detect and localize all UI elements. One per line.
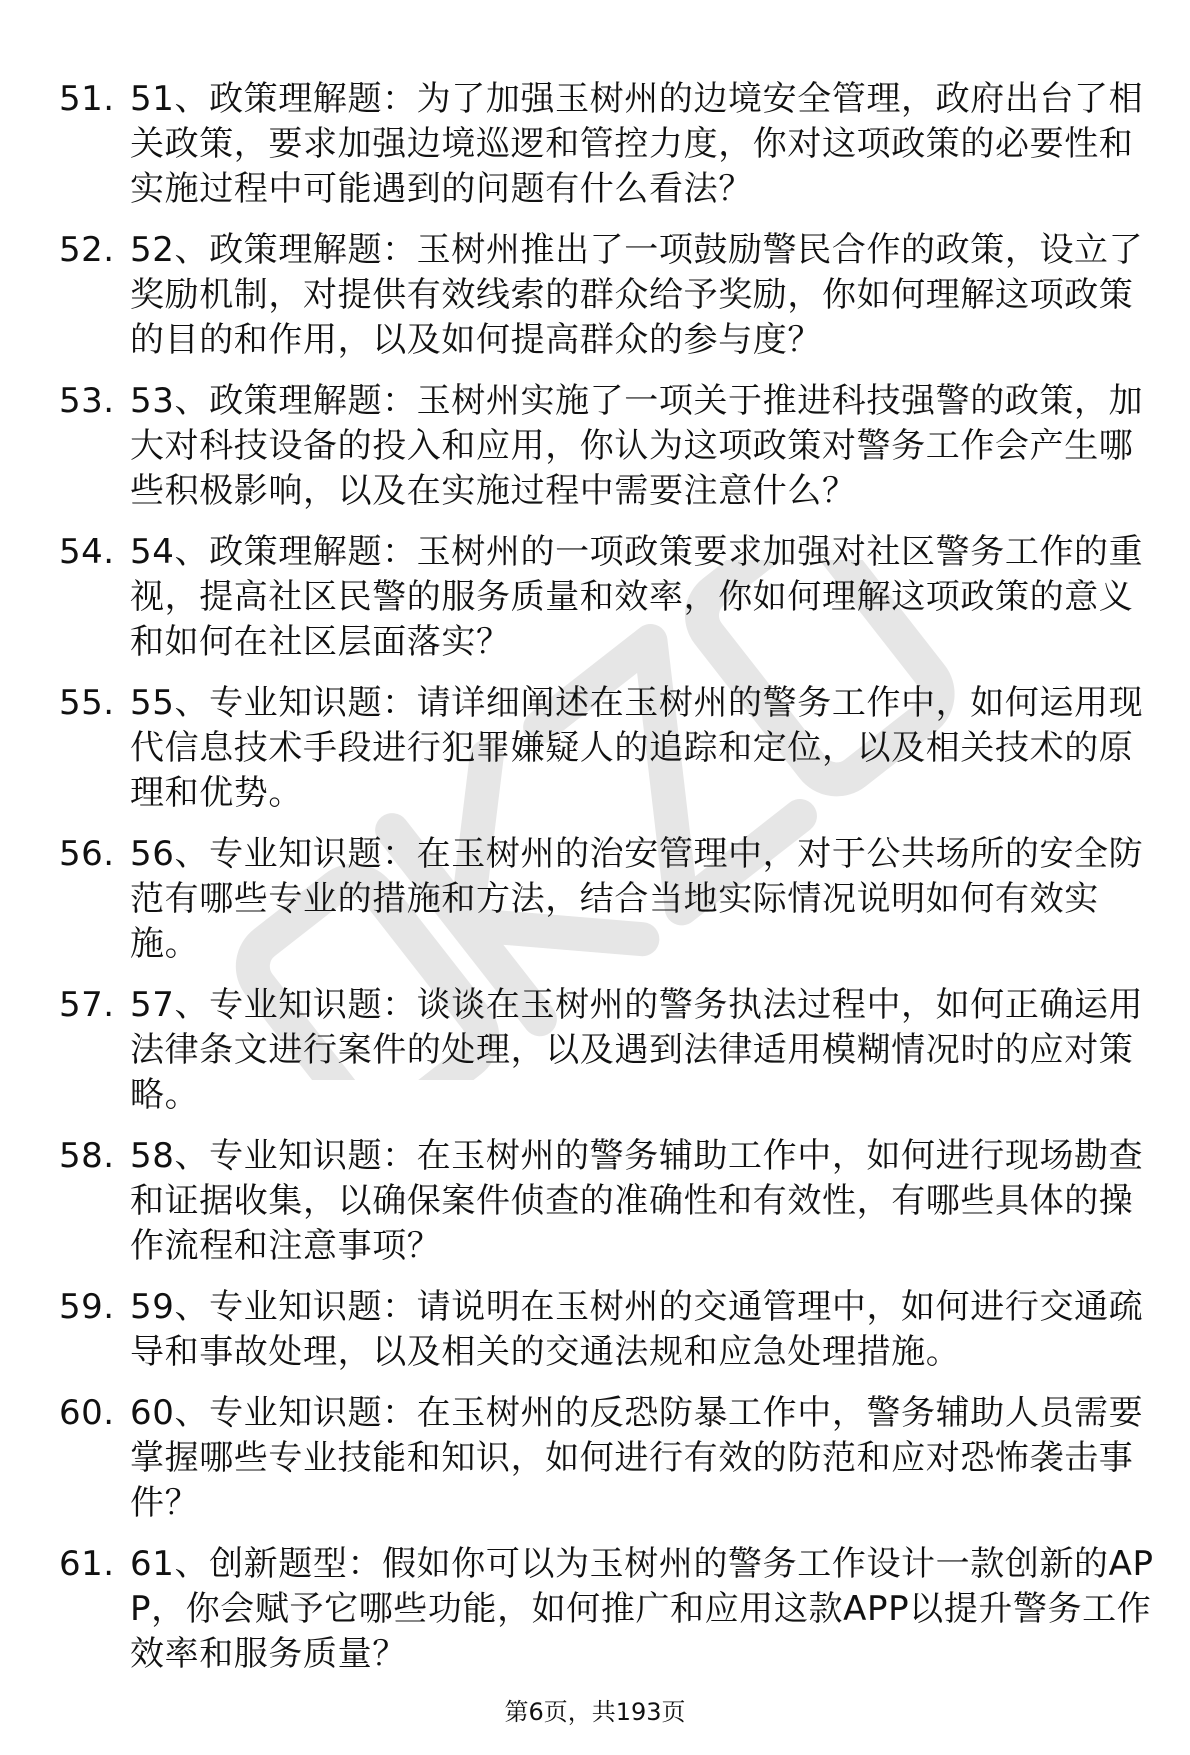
list-item	[0, 77, 1190, 212]
question-text: 59、专业知识题：请说明在玉树州的交通管理中，如何进行交通疏导和事故处理，以及相关的交通法规和应急处理措施。	[130, 1287, 1144, 1372]
question-list	[0, 77, 1190, 1693]
list-item	[0, 1542, 1190, 1677]
question-text: 51、政策理解题：为了加强玉树州的边境安全管理，政府出台了相关政策，要求加强边境巡逻和管控力度，你对这项政策的必要性和实施过程中可能遇到的问题有什么看法？	[130, 79, 1144, 209]
list-item	[0, 379, 1190, 514]
list-item	[0, 681, 1190, 816]
question-number: 54.	[59, 532, 115, 572]
list-item	[0, 1134, 1190, 1269]
question-text: 60、专业知识题：在玉树州的反恐防暴工作中，警务辅助人员需要掌握哪些专业技能和知识，如何进行有效的防范和应对恐怖袭击事件？	[130, 1393, 1144, 1523]
question-number: 58.	[59, 1136, 115, 1176]
question-text: 57、专业知识题：谈谈在玉树州的警务执法过程中，如何正确运用法律条文进行案件的处理，以及遇到法律适用模糊情况时的应对策略。	[130, 985, 1144, 1115]
question-text: 56、专业知识题：在玉树州的治安管理中，对于公共场所的安全防范有哪些专业的措施和方法，结合当地实际情况说明如何有效实施。	[130, 834, 1144, 964]
question-number: 53.	[59, 381, 115, 421]
question-text: 58、专业知识题：在玉树州的警务辅助工作中，如何进行现场勘查和证据收集，以确保案件侦查的准确性和有效性，有哪些具体的操作流程和注意事项？	[130, 1136, 1144, 1266]
question-text: 52、政策理解题：玉树州推出了一项鼓励警民合作的政策，设立了奖励机制，对提供有效线索的群众给予奖励，你如何理解这项政策的目的和作用，以及如何提高群众的参与度？	[130, 230, 1144, 360]
question-number: 61.	[59, 1544, 115, 1584]
question-text: 55、专业知识题：请详细阐述在玉树州的警务工作中，如何运用现代信息技术手段进行犯罪嫌疑人的追踪和定位，以及相关技术的原理和优势。	[130, 683, 1144, 813]
question-number: 56.	[59, 834, 115, 874]
list-item	[0, 228, 1190, 363]
list-item	[0, 1391, 1190, 1526]
question-number: 60.	[59, 1393, 115, 1433]
list-item	[0, 1285, 1190, 1375]
question-number: 52.	[59, 230, 115, 270]
list-item	[0, 983, 1190, 1118]
question-text: 54、政策理解题：玉树州的一项政策要求加强对社区警务工作的重视，提高社区民警的服务质量和效率，你如何理解这项政策的意义和如何在社区层面落实？	[130, 532, 1144, 662]
question-text: 61、创新题型：假如你可以为玉树州的警务工作设计一款创新的APP，你会赋予它哪些功能，如何推广和应用这款APP以提升警务工作效率和服务质量？	[130, 1544, 1154, 1674]
question-text: 53、政策理解题：玉树州实施了一项关于推进科技强警的政策，加大对科技设备的投入和应用，你认为这项政策对警务工作会产生哪些积极影响，以及在实施过程中需要注意什么？	[130, 381, 1144, 511]
question-number: 59.	[59, 1287, 115, 1327]
list-item	[0, 832, 1190, 967]
question-number: 51.	[59, 79, 115, 119]
list-item	[0, 530, 1190, 665]
page-footer: 第6页，共193页	[504, 1698, 686, 1726]
question-number: 55.	[59, 683, 115, 723]
question-number: 57.	[59, 985, 115, 1025]
